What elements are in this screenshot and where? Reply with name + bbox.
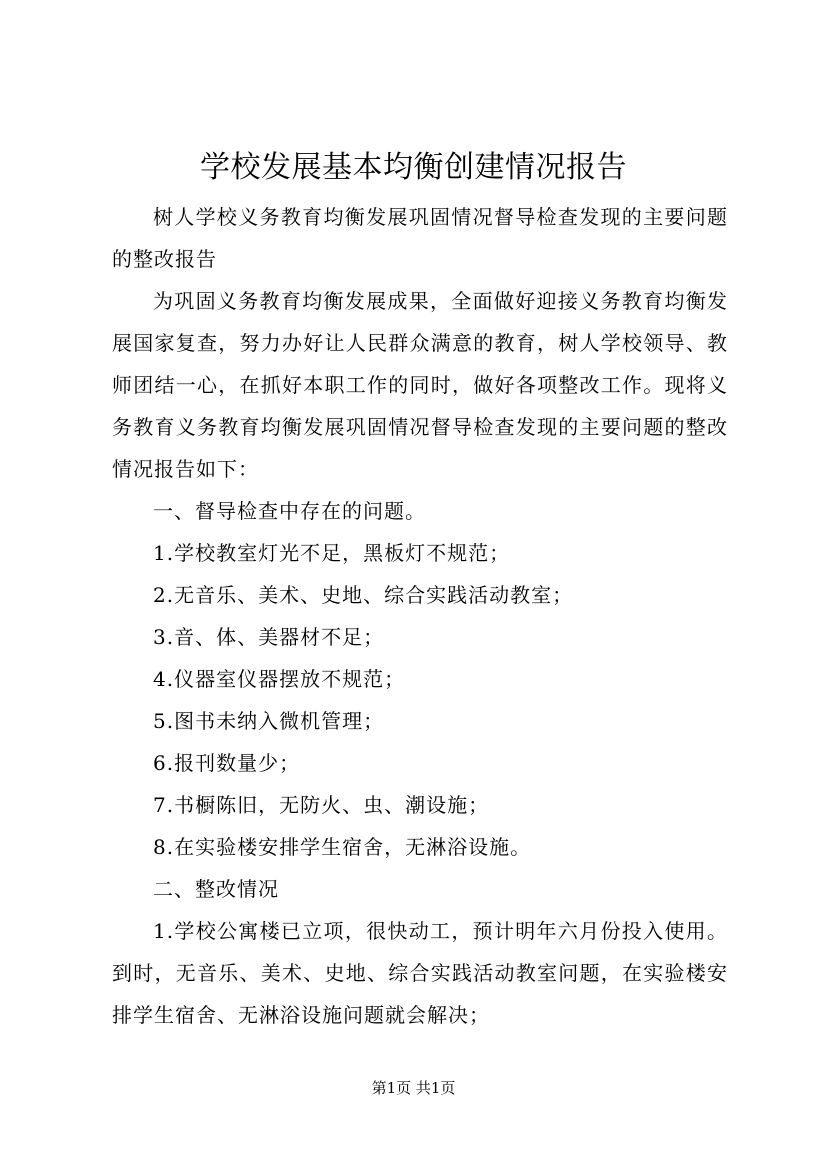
problem-item-6: 6.报刊数量少；: [153, 751, 301, 775]
section-heading-rectification: 二、整改情况: [153, 877, 279, 901]
document-title: 学校发展基本均衡创建情况报告: [200, 150, 627, 185]
problem-item-4: 4.仪器室仪器摆放不规范；: [153, 667, 406, 691]
problem-item-2: 2.无音乐、美术、史地、综合实践活动教室；: [153, 583, 574, 607]
paragraph-subject: 树人学校义务教育均衡发展巩固情况督导检查发现的主要问题的整改报告: [112, 205, 728, 271]
problem-item-8: 8.在实验楼安排学生宿舍，无淋浴设施。: [153, 835, 532, 859]
section-heading-problems: 一、督导检查中存在的问题。: [153, 499, 426, 523]
problem-item-3: 3.音、体、美器材不足；: [153, 625, 385, 649]
problem-item-5: 5.图书未纳入微机管理；: [153, 709, 385, 733]
page-number-footer: 第1页 共1页: [371, 1079, 456, 1097]
problem-item-1: 1.学校教室灯光不足，黑板灯不规范；: [153, 541, 511, 565]
paragraph-intro: 为巩固义务教育均衡发展成果，全面做好迎接义务教育均衡发展国家复查，努力办好让人民群众满意的教育，树人学校领导、教师团结一心，在抓好本职工作的同时，做好各项整改工作。现将义务教育义务教育均衡发展巩固情况督导检查发现的主要问题的整改情况报告如下：: [112, 289, 728, 481]
document-body: [112, 196, 728, 1036]
problem-item-7: 7.书橱陈旧，无防火、虫、潮设施；: [153, 793, 490, 817]
rectification-item-1: 1.学校公寓楼已立项，很快动工，预计明年六月份投入使用。到时，无音乐、美术、史地、综合实践活动教室问题，在实验楼安排学生宿舍、无淋浴设施问题就会解决；: [112, 919, 728, 1027]
